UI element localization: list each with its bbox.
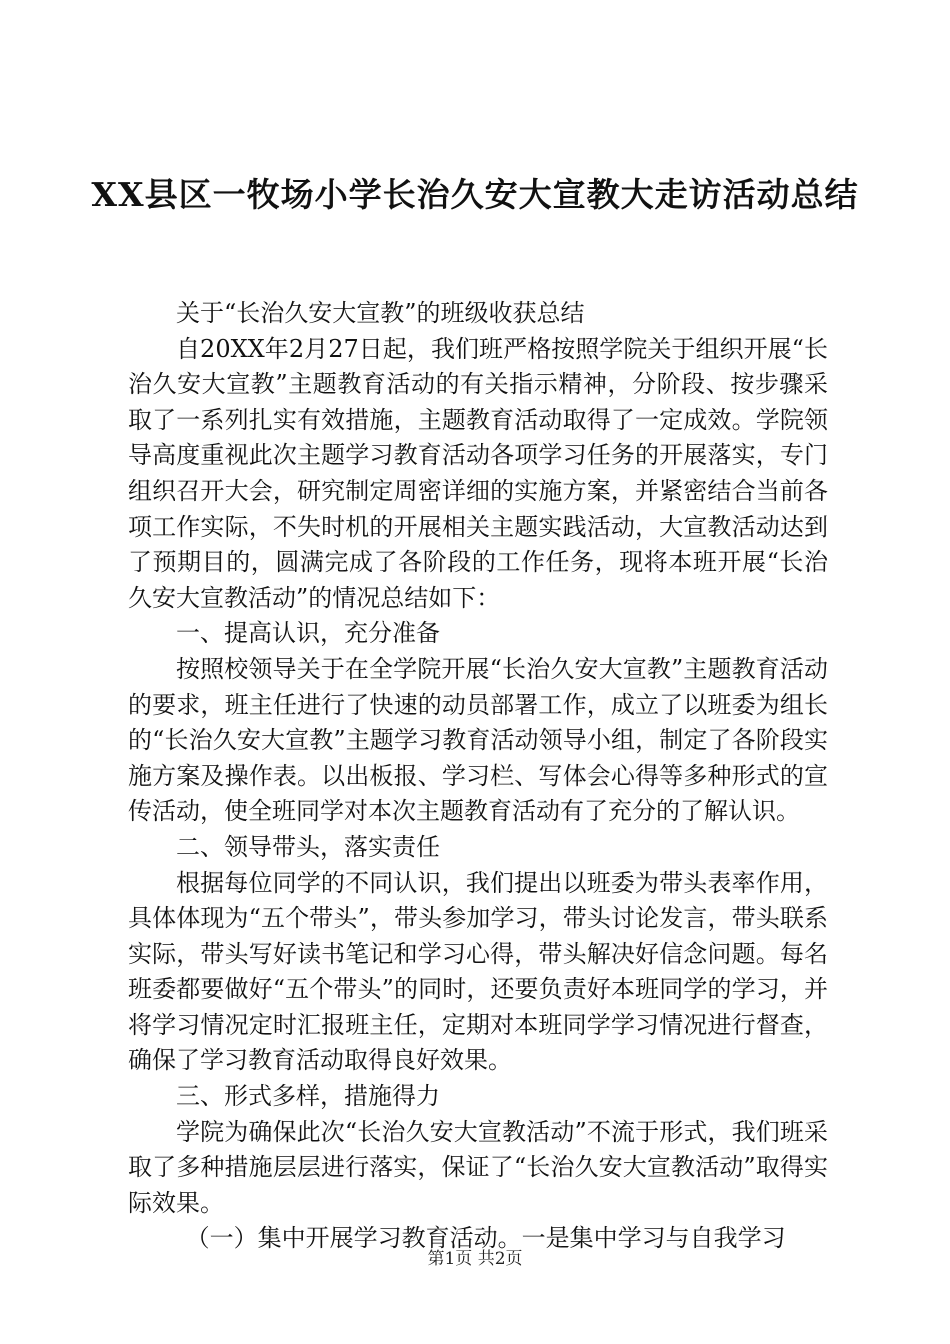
paragraph-subsection-1: （一）集中开展学习教育活动。一是集中学习与自我学习 <box>185 1224 786 1253</box>
section-heading-2: 二、领导带头，落实责任 <box>176 832 440 861</box>
document-body <box>128 296 828 1257</box>
paragraph-section-1: 按照校领导关于在全学院开展“长治久安大宣教”主题教育活动的要求，班主任进行了快速的动员部署工作，成立了以班委为组长的“长治久安大宣教”主题学习教育活动领导小组，制定了各阶段实施方案及操作表。以出板报、学习栏、写体会心得等多种形式的宣传活动，使全班同学对本次主题教育活动有了充分的了解认识。 <box>128 654 828 826</box>
paragraph-intro: 自20XX年2月27日起，我们班严格按照学院关于组织开展“长治久安大宣教”主题教育活动的有关指示精神，分阶段、按步骤采取了一系列扎实有效措施，主题教育活动取得了一定成效。学院领导高度重视此次主题学习教育活动各项学习任务的开展落实，专门组织召开大会，研究制定周密详细的实施方案，并紧密结合当前各项工作实际，不失时机的开展相关主题实践活动，大宣教活动达到了预期目的，圆满完成了各阶段的工作任务，现将本班开展“长治久安大宣教活动”的情况总结如下： <box>128 334 828 612</box>
section-heading-3: 三、形式多样，措施得力 <box>176 1082 440 1111</box>
paragraph-section-3: 学院为确保此次“长治久安大宣教活动”不流于形式，我们班采取了多种措施层层进行落实，保证了“长治久安大宣教活动”取得实际效果。 <box>128 1117 828 1217</box>
section-heading-1: 一、提高认识，充分准备 <box>176 619 440 648</box>
document-title: XX县区一牧场小学长治久安大宣教大走访活动总结 <box>91 175 859 214</box>
paragraph-section-2: 根据每位同学的不同认识，我们提出以班委为带头表率作用，具体体现为“五个带头”，带头参加学习，带头讨论发言，带头联系实际，带头写好读书笔记和学习心得，带头解决好信念问题。每名班委都要做好“五个带头”的同时，还要负责好本班同学的学习，并将学习情况定时汇报班主任，定期对本班同学学习情况进行督查，确保了学习教育活动取得良好效果。 <box>128 868 828 1075</box>
paragraph-subtitle: 关于“长治久安大宣教”的班级收获总结 <box>176 299 585 327</box>
page-number-footer: 第1页 共2页 <box>427 1249 523 1269</box>
